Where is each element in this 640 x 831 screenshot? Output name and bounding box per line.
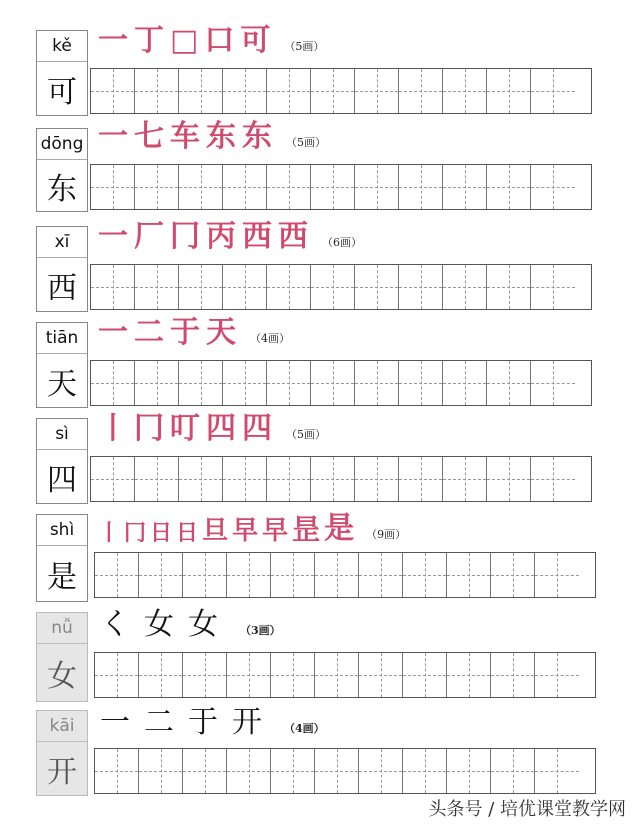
grid-cell[interactable] — [491, 653, 535, 697]
stroke-step: 女 — [188, 607, 218, 642]
grid-cell[interactable] — [447, 749, 491, 793]
stroke-step: 日 — [150, 520, 173, 546]
grid-cell[interactable] — [139, 553, 183, 597]
stroke-step: 丁 — [134, 23, 164, 58]
grid-cell[interactable] — [91, 361, 135, 405]
stroke-step: 四 — [206, 411, 236, 446]
grid-cell[interactable] — [487, 361, 531, 405]
pinyin-label: tiān — [37, 323, 87, 354]
grid-cell[interactable] — [311, 457, 355, 501]
grid-cell[interactable] — [271, 749, 315, 793]
grid-cell[interactable] — [179, 69, 223, 113]
writing-grid[interactable] — [94, 652, 596, 698]
stroke-step: 开 — [232, 705, 262, 740]
character-card — [36, 514, 88, 602]
grid-cell[interactable] — [179, 361, 223, 405]
grid-cell[interactable] — [315, 749, 359, 793]
grid-cell[interactable] — [95, 653, 139, 697]
stroke-order — [100, 705, 325, 740]
stroke-count: （6画） — [322, 236, 362, 249]
character-label: 是 — [47, 559, 77, 595]
stroke-order — [98, 119, 326, 154]
stroke-step: 昰 — [292, 513, 321, 546]
character-card — [36, 128, 88, 212]
stroke-count: （5画） — [286, 136, 326, 149]
character-card — [36, 710, 88, 796]
grid-cell[interactable] — [399, 69, 443, 113]
stroke-step: 一 — [100, 705, 130, 740]
character-card — [36, 322, 88, 408]
grid-cell[interactable] — [487, 165, 531, 209]
grid-cell[interactable] — [359, 749, 403, 793]
grid-cell[interactable] — [443, 69, 487, 113]
grid-cell[interactable] — [271, 653, 315, 697]
stroke-order — [98, 411, 326, 446]
grid-cell[interactable] — [531, 69, 575, 113]
grid-cell[interactable] — [227, 653, 271, 697]
stroke-step: 四 — [242, 411, 272, 446]
pinyin-label: kě — [37, 31, 87, 62]
stroke-step: 一 — [98, 315, 128, 350]
grid-cell[interactable] — [227, 749, 271, 793]
pinyin-label: shì — [37, 515, 87, 546]
stroke-step: 冂 — [170, 219, 200, 254]
character-label: 东 — [47, 171, 77, 207]
stroke-step: 天 — [206, 315, 236, 350]
character-card — [36, 226, 88, 312]
grid-cell[interactable] — [315, 653, 359, 697]
grid-cell[interactable] — [267, 69, 311, 113]
grid-cell[interactable] — [535, 553, 579, 597]
grid-cell[interactable] — [403, 553, 447, 597]
stroke-step: 西 — [242, 219, 272, 254]
grid-cell[interactable] — [443, 165, 487, 209]
stroke-step: 东 — [242, 119, 272, 154]
stroke-step: 一 — [98, 23, 128, 58]
stroke-step: □ — [170, 23, 199, 58]
grid-cell[interactable] — [135, 165, 179, 209]
grid-cell[interactable] — [355, 457, 399, 501]
grid-cell[interactable] — [399, 457, 443, 501]
stroke-step: 于 — [188, 705, 218, 740]
grid-cell[interactable] — [531, 457, 575, 501]
grid-cell[interactable] — [179, 457, 223, 501]
stroke-order — [98, 315, 290, 350]
character-label: 女 — [47, 658, 77, 694]
grid-cell[interactable] — [355, 361, 399, 405]
grid-cell[interactable] — [183, 749, 227, 793]
grid-cell[interactable] — [443, 361, 487, 405]
grid-cell[interactable] — [491, 553, 535, 597]
stroke-step: 可 — [240, 23, 271, 58]
character-label: 可 — [47, 74, 77, 110]
grid-cell[interactable] — [447, 653, 491, 697]
grid-cell[interactable] — [139, 653, 183, 697]
stroke-step: 二 — [144, 705, 174, 740]
stroke-step: く — [100, 607, 130, 642]
grid-cell[interactable] — [135, 361, 179, 405]
grid-cell[interactable] — [311, 69, 355, 113]
grid-cell[interactable] — [223, 457, 267, 501]
grid-cell[interactable] — [267, 457, 311, 501]
grid-cell[interactable] — [531, 361, 575, 405]
stroke-order — [98, 511, 407, 546]
grid-cell[interactable] — [535, 653, 579, 697]
stroke-order — [98, 23, 325, 58]
grid-cell[interactable] — [135, 69, 179, 113]
stroke-step: 冂 — [134, 411, 164, 446]
grid-cell[interactable] — [535, 749, 579, 793]
stroke-step: 丨 — [98, 411, 128, 446]
grid-cell[interactable] — [359, 653, 403, 697]
grid-cell[interactable] — [399, 265, 443, 309]
stroke-step: 冂 — [124, 520, 147, 546]
stroke-step: 口 — [204, 23, 235, 58]
grid-cell[interactable] — [223, 165, 267, 209]
grid-cell[interactable] — [91, 165, 135, 209]
grid-cell[interactable] — [271, 553, 315, 597]
grid-cell[interactable] — [403, 749, 447, 793]
stroke-step: 车 — [170, 119, 200, 154]
writing-grid[interactable] — [94, 552, 596, 598]
grid-cell[interactable] — [91, 69, 135, 113]
grid-cell[interactable] — [447, 553, 491, 597]
stroke-step: 厂 — [134, 219, 164, 254]
stroke-step: 一 — [98, 119, 128, 154]
grid-cell[interactable] — [95, 553, 139, 597]
grid-cell[interactable] — [135, 457, 179, 501]
grid-cell[interactable] — [267, 361, 311, 405]
pinyin-label: sì — [37, 419, 87, 450]
grid-cell[interactable] — [443, 457, 487, 501]
grid-cell[interactable] — [139, 749, 183, 793]
stroke-step: 于 — [170, 315, 200, 350]
grid-cell[interactable] — [91, 457, 135, 501]
stroke-step: 西 — [278, 219, 308, 254]
pinyin-label: dōng — [37, 129, 87, 160]
grid-cell[interactable] — [399, 165, 443, 209]
pinyin-label: nǚ — [37, 613, 87, 644]
grid-cell[interactable] — [355, 69, 399, 113]
stroke-step: 东 — [206, 119, 236, 154]
grid-cell[interactable] — [135, 265, 179, 309]
watermark: 头条号 / 培优课堂教学网 — [428, 799, 626, 820]
grid-cell[interactable] — [223, 361, 267, 405]
grid-cell[interactable] — [315, 553, 359, 597]
grid-cell[interactable] — [183, 553, 227, 597]
grid-cell[interactable] — [443, 265, 487, 309]
writing-grid[interactable] — [90, 164, 592, 210]
grid-cell[interactable] — [399, 361, 443, 405]
grid-cell[interactable] — [311, 265, 355, 309]
grid-cell[interactable] — [355, 165, 399, 209]
character-card — [36, 30, 88, 116]
character-label: 开 — [47, 754, 77, 790]
grid-cell[interactable] — [487, 265, 531, 309]
stroke-step: 日 — [176, 520, 199, 546]
character-label: 西 — [47, 270, 77, 306]
stroke-step: 二 — [134, 315, 164, 350]
writing-grid[interactable] — [90, 68, 592, 114]
grid-cell[interactable] — [227, 553, 271, 597]
stroke-step: 女 — [144, 607, 174, 642]
grid-cell[interactable] — [531, 165, 575, 209]
pinyin-label: kāi — [37, 711, 87, 742]
stroke-step: 叮 — [170, 411, 200, 446]
grid-cell[interactable] — [359, 553, 403, 597]
grid-cell[interactable] — [311, 165, 355, 209]
stroke-step: 丙 — [206, 219, 236, 254]
grid-cell[interactable] — [487, 457, 531, 501]
character-card — [36, 612, 88, 702]
writing-grid[interactable] — [90, 264, 592, 310]
stroke-count: （4画） — [284, 722, 325, 735]
writing-grid[interactable] — [90, 456, 592, 502]
grid-cell[interactable] — [531, 265, 575, 309]
grid-cell[interactable] — [403, 653, 447, 697]
grid-cell[interactable] — [223, 265, 267, 309]
character-label: 天 — [47, 366, 77, 402]
grid-cell[interactable] — [267, 165, 311, 209]
stroke-step: 丨 — [98, 520, 121, 546]
grid-cell[interactable] — [491, 749, 535, 793]
stroke-count: （4画） — [250, 332, 290, 345]
stroke-step: 七 — [134, 119, 164, 154]
stroke-count: （9画） — [366, 528, 407, 541]
stroke-order — [100, 607, 281, 642]
grid-cell[interactable] — [179, 165, 223, 209]
stroke-count: （5画） — [284, 40, 325, 53]
stroke-count: （3画） — [240, 624, 281, 637]
grid-cell[interactable] — [311, 361, 355, 405]
character-label: 四 — [47, 462, 77, 498]
grid-cell[interactable] — [487, 69, 531, 113]
grid-cell[interactable] — [95, 749, 139, 793]
character-card — [36, 418, 88, 504]
grid-cell[interactable] — [267, 265, 311, 309]
stroke-step: 一 — [98, 219, 128, 254]
grid-cell[interactable] — [183, 653, 227, 697]
stroke-count: （5画） — [286, 428, 326, 441]
writing-grid[interactable] — [94, 748, 596, 794]
grid-cell[interactable] — [223, 69, 267, 113]
writing-grid[interactable] — [90, 360, 592, 406]
stroke-step: 早 — [232, 516, 259, 546]
stroke-step: 早 — [262, 516, 289, 546]
grid-cell[interactable] — [355, 265, 399, 309]
stroke-step: 是 — [324, 511, 355, 546]
grid-cell[interactable] — [91, 265, 135, 309]
pinyin-label: xī — [37, 227, 87, 258]
stroke-order — [98, 219, 362, 254]
grid-cell[interactable] — [179, 265, 223, 309]
stroke-step: 旦 — [202, 516, 229, 546]
